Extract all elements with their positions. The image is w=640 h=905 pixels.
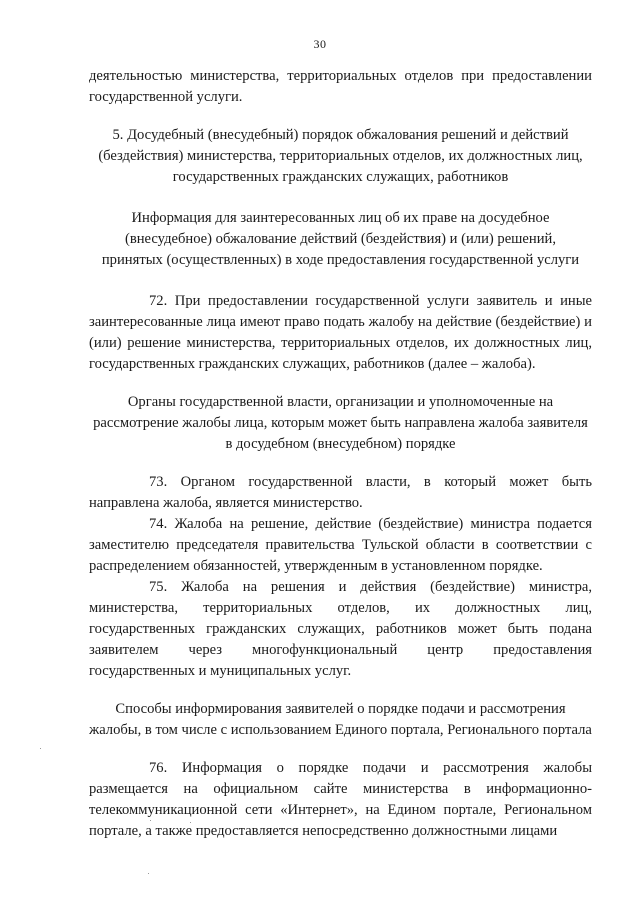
paragraph-73: 73. Органом государственной власти, в который может быть направлена жалоба, является министерство. bbox=[89, 474, 592, 511]
paragraph-75: 75. Жалоба на решения и действия (бездействие) министра, министерства, территориальных отделов, их должностных лиц, государственных гражданских служащих, работников может быть подана заявителем через многофункциональный центр предоставления государственных и муниципальных услуг. bbox=[89, 579, 592, 679]
scan-dot bbox=[190, 822, 191, 823]
document-body bbox=[89, 66, 592, 842]
section-5-heading: 5. Досудебный (внесудебный) порядок обжалования решений и действий (бездействия) министерства, территориальных отделов, их должностных лиц, государственных гражданских служащих, работников bbox=[98, 127, 583, 185]
paragraph-74: 74. Жалоба на решение, действие (бездействие) министра подается заместителю председателя правительства Тульской области в соответствии с распределением обязанностей, утвержденным в установленном порядке. bbox=[89, 516, 592, 574]
paragraph-76: 76. Информация о порядке подачи и рассмотрения жалобы размещается на официальном сайте министерства в информационно-телекоммуникационной сети «Интернет», на Едином портале, Региональном портале, а также предоставляется непосредственно должностными лицами bbox=[89, 760, 592, 839]
methods-subheading: Способы информирования заявителей о порядке подачи и рассмотрения жалобы, в том числе с использованием Единого портала, Регионального портала bbox=[89, 701, 592, 738]
info-subheading: Информация для заинтересованных лиц об их праве на досудебное (внесудебное) обжалование действий (бездействия) и (или) решений, принятых (осуществленных) в ходе предоставления государственной услуги bbox=[101, 210, 580, 268]
lead-paragraph: деятельностью министерства, территориальных отделов при предоставлении государственной услуги. bbox=[89, 68, 592, 105]
scan-dot bbox=[148, 873, 149, 874]
organs-subheading: Органы государственной власти, организации и уполномоченные на рассмотрение жалобы лица, которым может быть направлена жалоба заявителя в досудебном (внесудебном) порядке bbox=[93, 394, 588, 452]
scan-dot bbox=[40, 748, 41, 749]
paragraph-72: 72. При предоставлении государственной услуги заявитель и иные заинтересованные лица имеют право подать жалобу на действие (бездействие) и (или) решение министерства, территориальных отделов, их должностных лиц, государственных гражданских служащих, работников (далее – жалоба). bbox=[89, 293, 592, 372]
page-number: 30 bbox=[313, 37, 327, 51]
scan-dot bbox=[150, 820, 151, 821]
